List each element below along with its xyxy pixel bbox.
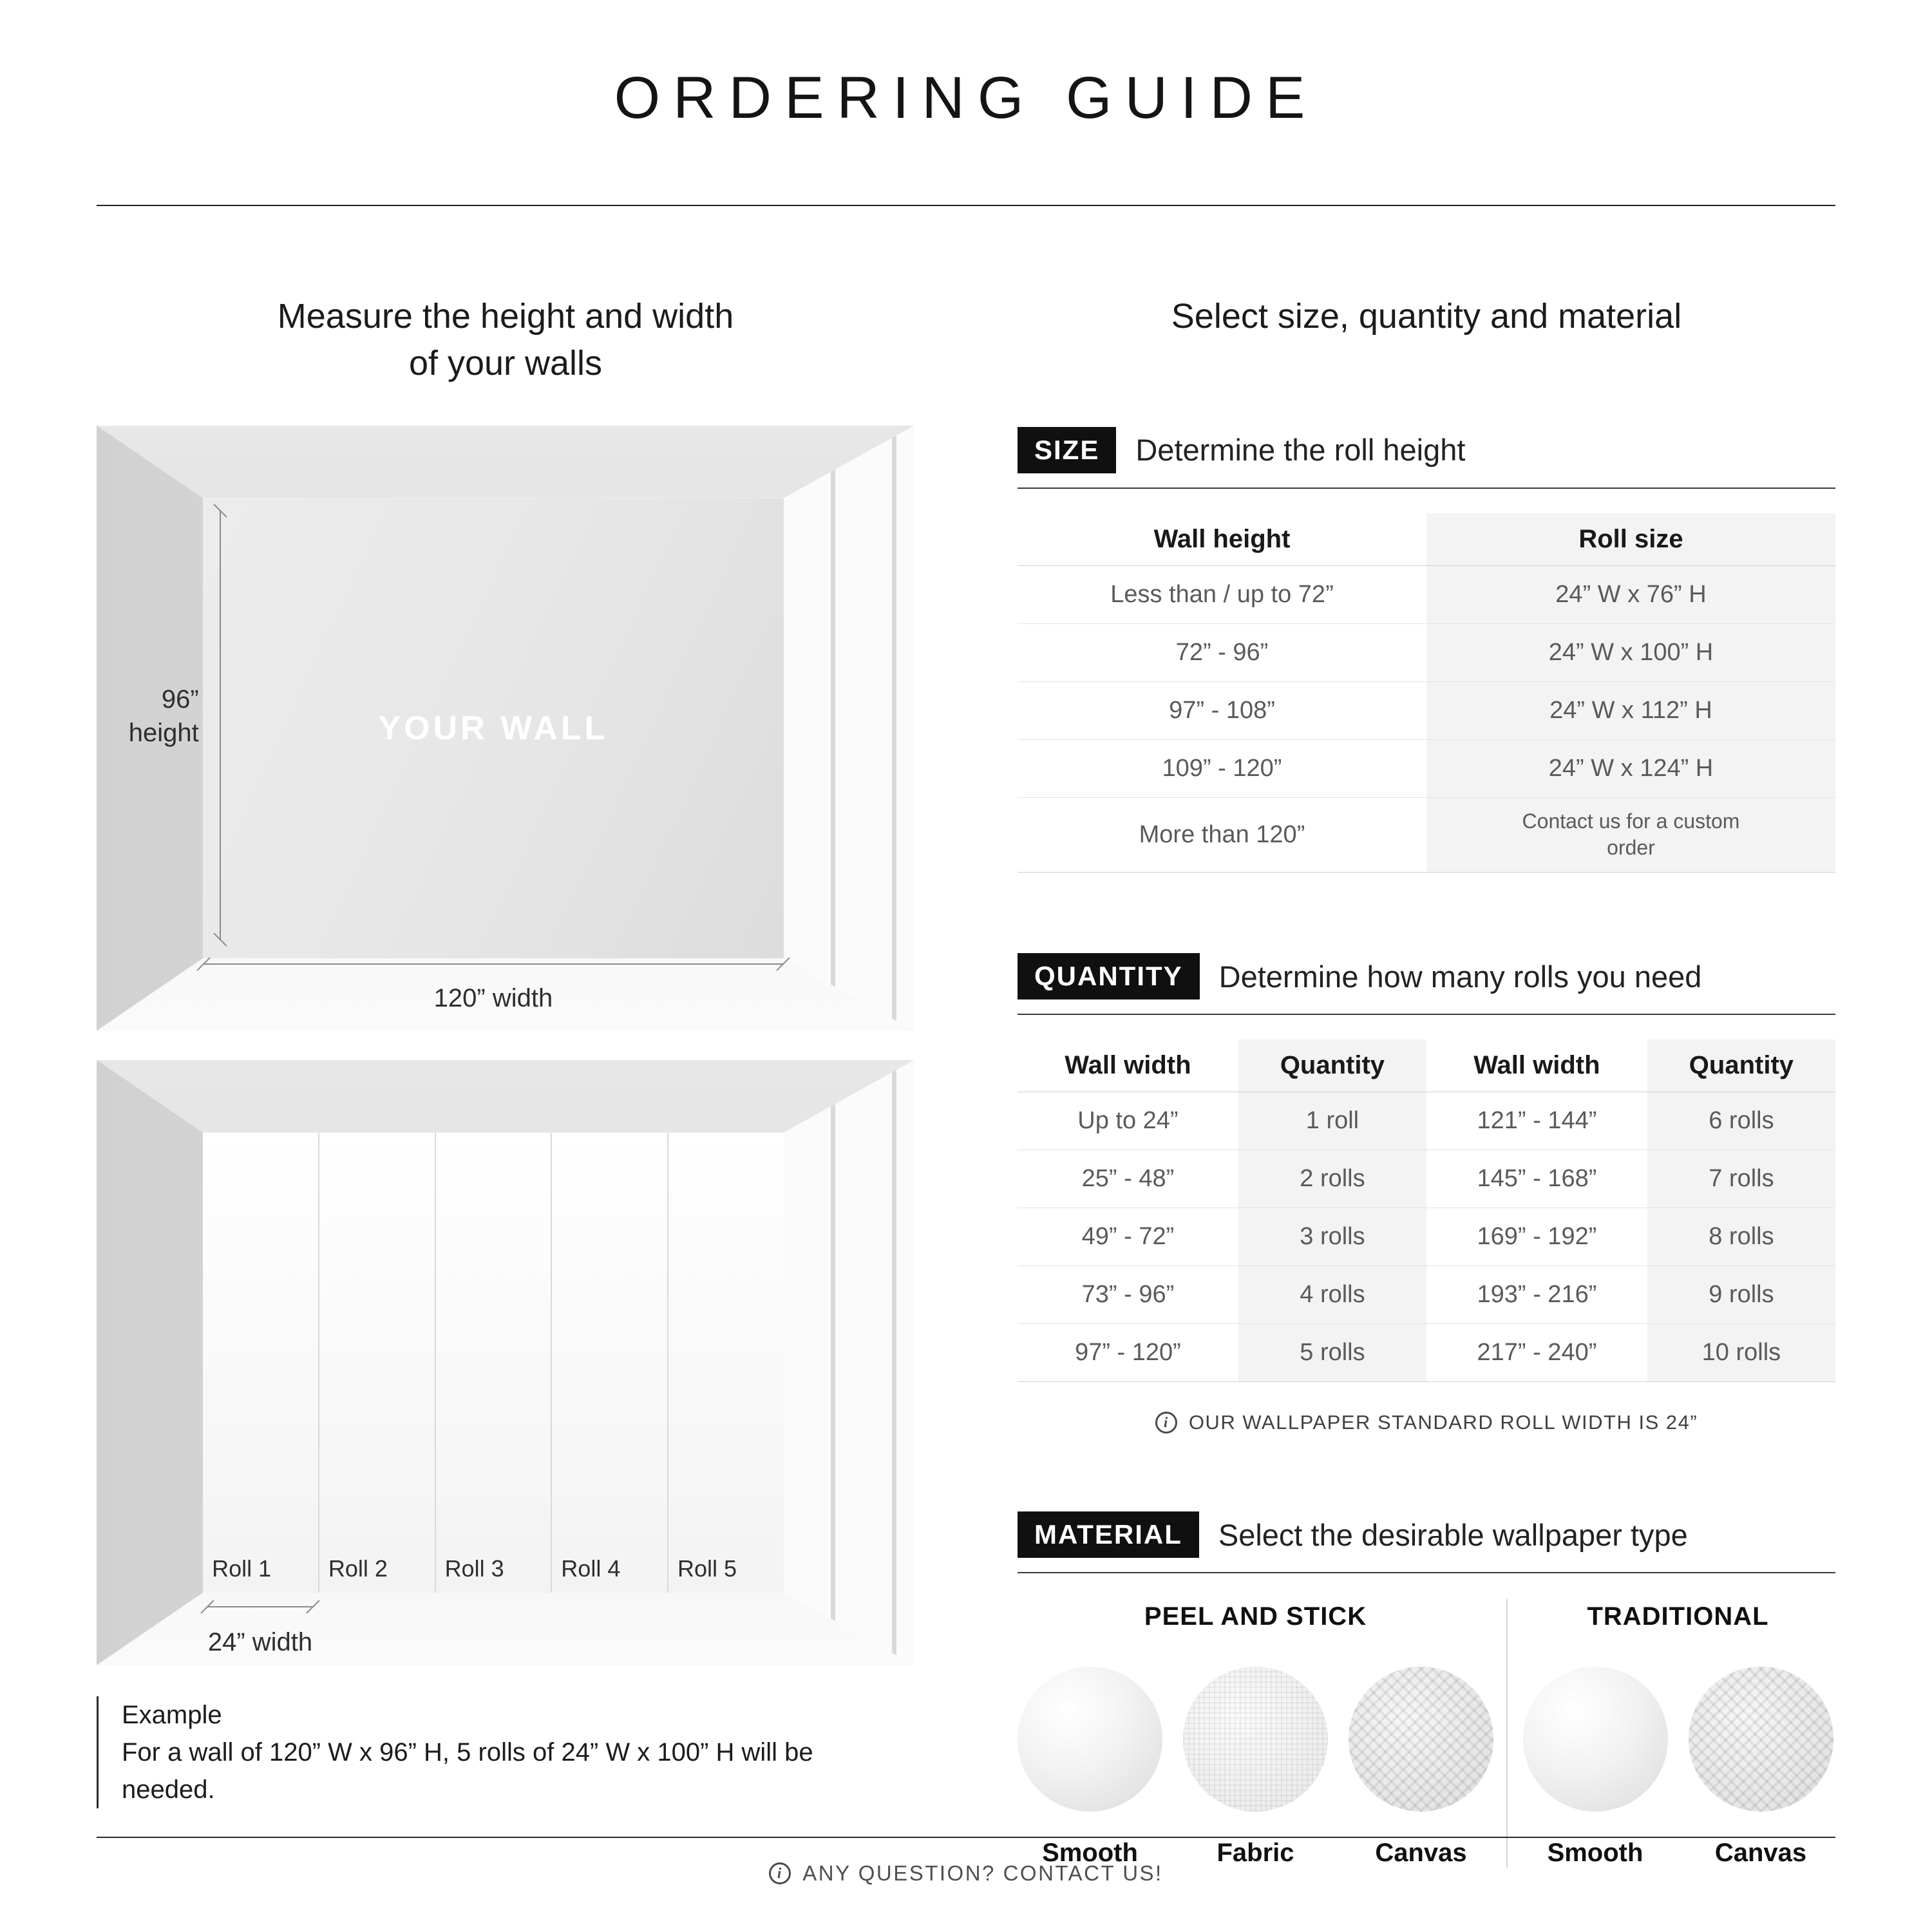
roll-label: Roll 4 [561,1555,621,1582]
wall-width-cell: 193” - 216” [1477,1281,1597,1309]
example-note [97,1696,837,1808]
quantity-header-wall-width-2: Wall width [1473,1051,1600,1080]
material-groups [1018,1599,1835,1868]
your-wall-label: YOUR WALL [378,709,609,747]
size-table-row [1018,624,1835,682]
measure-heading-line2: of your walls [408,343,603,383]
wall-width-cell: Up to 24” [1077,1107,1179,1135]
wall-height-cell: 97” - 108” [1169,696,1275,724]
size-table-row [1018,740,1835,798]
quantity-subtitle: Determine how many rolls you need [1218,959,1702,994]
standard-roll-note [1018,1411,1835,1434]
roll-width-measure-label: 24” width [207,1627,313,1656]
material-group-peel-and-stick [1018,1599,1506,1868]
size-table-header-row [1018,513,1835,566]
quantity-cell: 8 rolls [1647,1208,1835,1265]
page-title: ORDERING GUIDE [614,65,1318,131]
quantity-section [1018,953,1835,1434]
quantity-table-row [1018,1208,1835,1266]
material-option-label: Canvas [1714,1839,1807,1868]
material-option-label: Canvas [1375,1839,1467,1868]
selection-heading: Select size, quantity and material [1171,297,1682,336]
wall-height-cell: Less than / up to 72” [1110,580,1334,608]
canvas-texture-swatch [1689,1667,1833,1812]
quantity-cell: 1 roll [1238,1092,1426,1150]
material-subtitle: Select the desirable wallpaper type [1218,1517,1688,1552]
width-measure-label: 120” width [433,983,553,1012]
wall-width-cell: 49” - 72” [1081,1223,1175,1251]
header-divider [97,205,1835,206]
wall-width-cell: 145” - 168” [1477,1165,1597,1193]
quantity-cell: 9 rolls [1647,1266,1835,1323]
fabric-texture-swatch [1183,1667,1328,1812]
material-badge: MATERIAL [1018,1511,1199,1558]
size-table-row [1018,566,1835,624]
roll-label: Roll 1 [212,1555,272,1582]
size-badge: SIZE [1018,427,1116,473]
roll-size-cell: 24” W x 112” H [1426,682,1835,739]
roll-width-measure-line [207,1606,313,1607]
page-footer [97,1837,1835,1886]
material-group-title: TRADITIONAL [1587,1602,1769,1631]
measure-heading [97,293,914,387]
content-columns [0,293,1932,1868]
quantity-header-quantity-2: Quantity [1647,1039,1835,1092]
wall-width-cell: 73” - 96” [1081,1281,1175,1309]
room-illustration-your-wall [97,426,914,1031]
page-header [0,0,1932,293]
height-value: 96” [161,685,199,714]
roll-panel [319,1133,436,1593]
room-illustration-rolls [97,1060,914,1665]
roll-label: Roll 2 [328,1555,388,1582]
selection-column [1018,293,1835,1868]
example-title: Example [122,1700,222,1729]
quantity-table-header-row [1018,1039,1835,1092]
quantity-cell: 3 rolls [1238,1208,1426,1265]
quantity-table-row [1018,1266,1835,1324]
measure-column [97,293,914,1868]
size-table-row [1018,682,1835,740]
wall-height-cell: 72” - 96” [1175,638,1269,666]
roll-size-cell: 24” W x 100” H [1426,624,1835,681]
quantity-section-header [1018,953,1835,1015]
roll-panel [552,1133,668,1593]
quantity-cell: 10 rolls [1647,1324,1835,1381]
example-text: For a wall of 120” W x 96” H, 5 rolls of 24” W x 100” H will be needed. [122,1738,813,1804]
quantity-header-quantity-1: Quantity [1238,1039,1426,1092]
footer-note: ANY QUESTION? CONTACT US! [802,1861,1163,1885]
standard-roll-note-text: OUR WALLPAPER STANDARD ROLL WIDTH IS 24” [1188,1411,1698,1434]
quantity-table-row [1018,1092,1835,1150]
size-table-row [1018,798,1835,873]
your-wall-surface [203,498,784,958]
info-icon [769,1862,791,1884]
wall-width-cell: 97” - 120” [1075,1339,1181,1367]
quantity-cell: 5 rolls [1238,1324,1426,1381]
wall-width-cell: 169” - 192” [1477,1223,1597,1251]
size-subtitle: Determine the roll height [1135,433,1466,468]
quantity-table-row [1018,1150,1835,1208]
roll-label: Roll 3 [444,1555,504,1582]
roll-panel [436,1133,553,1593]
info-icon [1155,1412,1177,1434]
roll-label: Roll 5 [677,1555,737,1582]
height-measure-label [113,683,198,750]
wall-width-cell: 217” - 240” [1477,1339,1597,1367]
roll-size-cell-custom-order: Contact us for a custom order [1426,798,1835,872]
width-measure-line [203,963,784,965]
quantity-cell: 6 rolls [1647,1092,1835,1150]
quantity-cell: 2 rolls [1238,1150,1426,1208]
quantity-badge: QUANTITY [1018,953,1200,999]
canvas-texture-swatch [1349,1667,1493,1812]
height-measure-line [220,510,221,940]
material-option-label: Smooth [1042,1839,1138,1868]
material-group-title: PEEL AND STICK [1144,1602,1367,1631]
quantity-table-row [1018,1324,1835,1382]
material-option-label: Smooth [1547,1839,1643,1868]
size-table [1018,513,1835,873]
material-section-header [1018,1511,1835,1573]
wall-width-cell: 25” - 48” [1081,1165,1175,1193]
wall-width-cell: 121” - 144” [1477,1107,1597,1135]
quantity-table [1018,1039,1835,1382]
size-section [1018,427,1835,873]
quantity-header-wall-width-1: Wall width [1065,1051,1191,1080]
smooth-texture-swatch [1523,1667,1668,1812]
roll-panels [203,1133,784,1593]
material-group-traditional [1506,1599,1835,1868]
roll-panel [203,1133,319,1593]
size-header-roll-size: Roll size [1426,513,1835,565]
roll-size-cell: 24” W x 124” H [1426,740,1835,797]
quantity-cell: 4 rolls [1238,1266,1426,1323]
smooth-texture-swatch [1018,1667,1162,1812]
roll-size-cell: 24” W x 76” H [1426,566,1835,623]
height-unit: height [128,719,199,748]
material-option-label: Fabric [1217,1839,1294,1868]
roll-panel [668,1133,784,1593]
size-header-wall-height: Wall height [1153,524,1291,553]
size-section-header [1018,427,1835,489]
quantity-cell: 7 rolls [1647,1150,1835,1208]
material-section [1018,1511,1835,1868]
wall-height-cell: 109” - 120” [1162,754,1282,782]
measure-heading-line1: Measure the height and width [277,297,734,336]
wall-height-cell: More than 120” [1139,820,1305,848]
